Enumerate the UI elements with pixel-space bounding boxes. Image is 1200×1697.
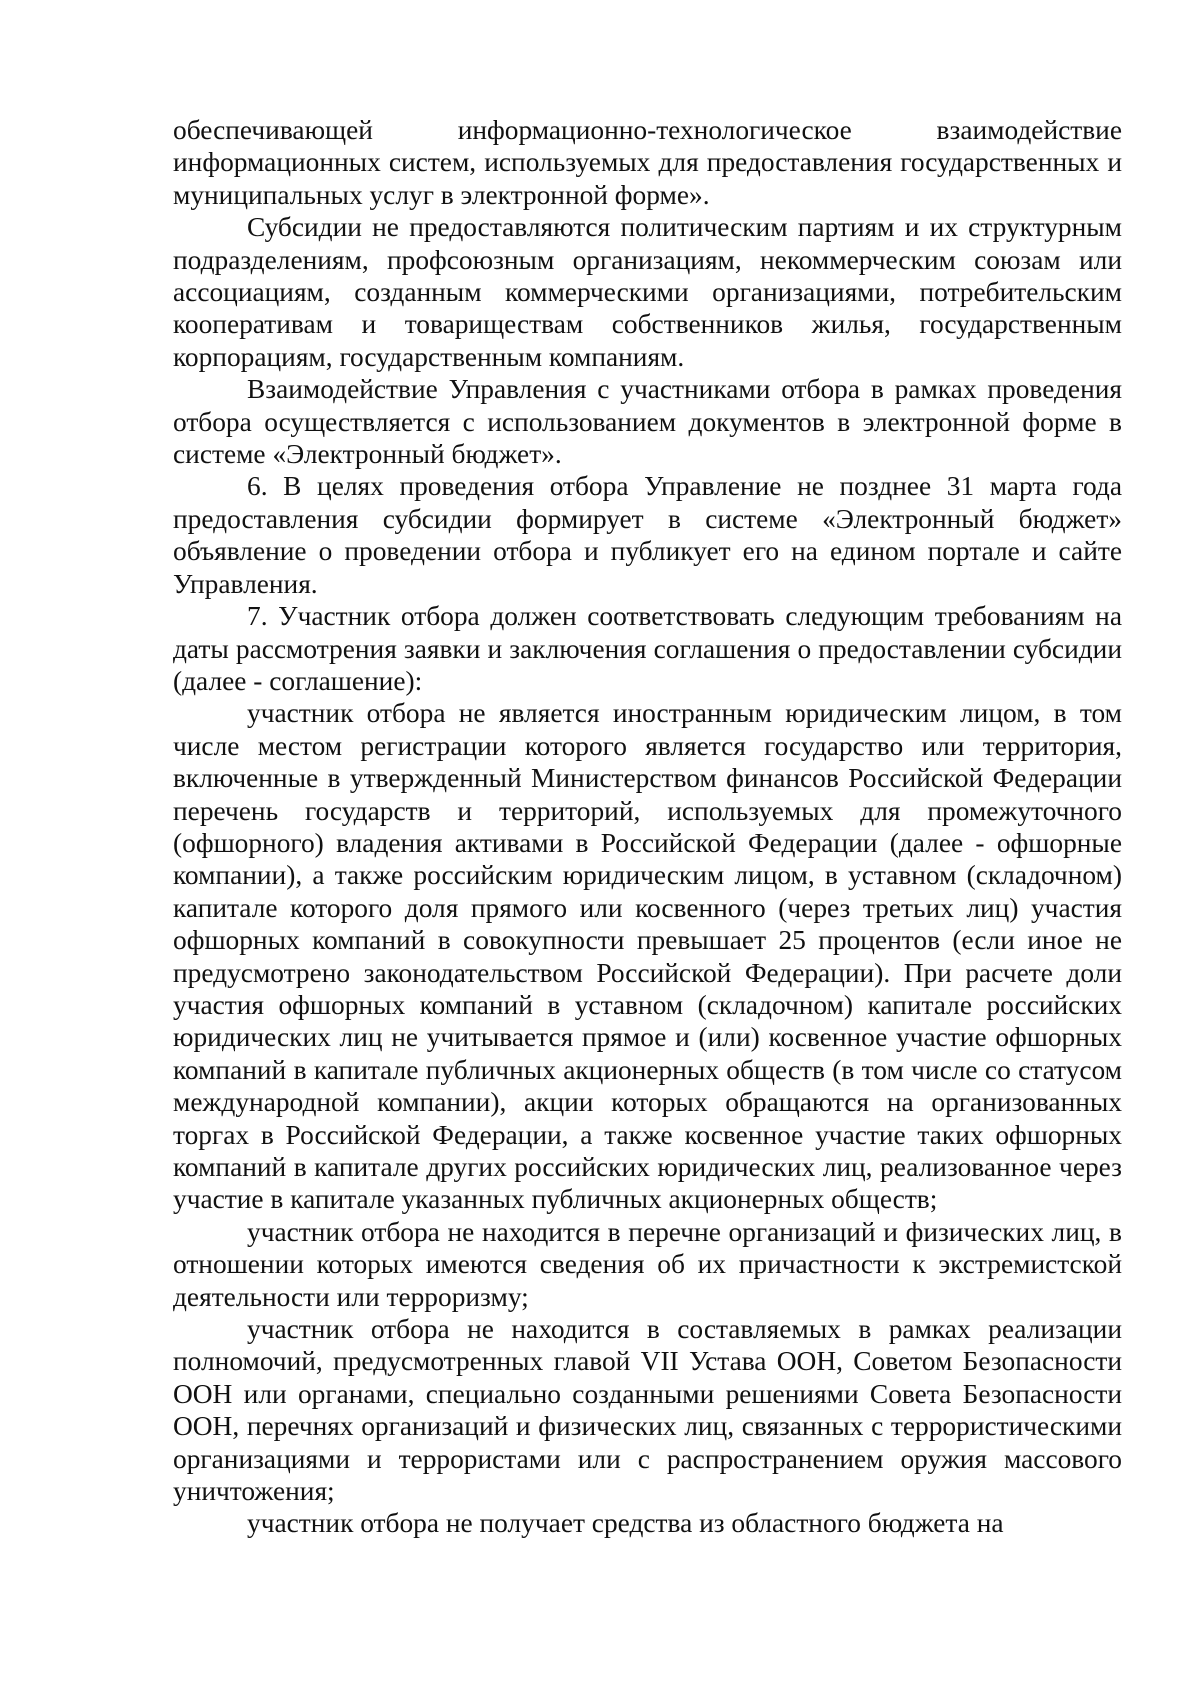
paragraph-requirement-un-lists: участник отбора не находится в составляемых в рамках реализации полномочий, предусмотренных главой VII Устава ООН, Советом Безопасности ООН или органами, специально созданными решениями Совета Безопасности ООН, перечнях организаций и физических лиц, связанных с террористическими организациями и террористами или с распространением оружия массового уничтожения; <box>173 1314 1122 1507</box>
paragraph-requirement-offshore: участник отбора не является иностранным юридическим лицом, в том числе местом регистрации которого является государство или территория, включенные в утвержденный Министерством финансов Российской Федерации перечень государств и территорий, используемых для промежуточного (офшорного) владения активами в Российской Федерации (далее - офшорные компании), а также российским юридическим лицом, в уставном (складочном) капитале которого доля прямого или косвенного (через третьих лиц) участия офшорных компаний в совокупности превышает 25 процентов (если иное не предусмотрено законодательством Российской Федерации). При расчете доли участия офшорных компаний в уставном (складочном) капитале российских юридических лиц не учитывается прямое и (или) косвенное участие офшорных компаний в капитале публичных акционерных обществ (в том числе со статусом международной компании), акции которых обращаются на организованных торгах в Российской Федерации, а также косвенное участие таких офшорных компаний в капитале других российских юридических лиц, реализованное через участие в капитале указанных публичных акционерных обществ; <box>173 698 1122 1215</box>
paragraph-item-6: 6. В целях проведения отбора Управление не позднее 31 марта года предоставления субсидии формирует в системе «Электронный бюджет» объявление о проведении отбора и публикует его на едином портале и сайте Управления. <box>173 471 1122 599</box>
document-body <box>173 114 1122 1540</box>
paragraph-continuation: обеспечивающей информационно-технологическое взаимодействие информационных систем, используемых для предоставления государственных и муниципальных услуг в электронной форме». <box>173 115 1122 210</box>
paragraph-requirement-extremism: участник отбора не находится в перечне организаций и физических лиц, в отношении которых имеются сведения об их причастности к экстремистской деятельности или терроризму; <box>173 1216 1122 1312</box>
paragraph-requirement-budget: участник отбора не получает средства из областного бюджета на <box>247 1508 1004 1539</box>
paragraph-subsidy-exclusions: Субсидии не предоставляются политическим партиям и их структурным подразделениям, профсоюзным организациям, некоммерческим союзам или ассоциациям, созданным коммерческими организациями, потребительским кооперативам и товариществам собственников жилья, государственным корпорациям, государственным компаниям. <box>173 212 1122 372</box>
paragraph-item-7: 7. Участник отбора должен соответствовать следующим требованиям на даты рассмотрения заявки и заключения соглашения о предоставлении субсидии (далее - соглашение): <box>173 601 1122 696</box>
paragraph-interaction: Взаимодействие Управления с участниками отбора в рамках проведения отбора осуществляется с использованием документов в электронной форме в системе «Электронный бюджет». <box>173 374 1122 470</box>
